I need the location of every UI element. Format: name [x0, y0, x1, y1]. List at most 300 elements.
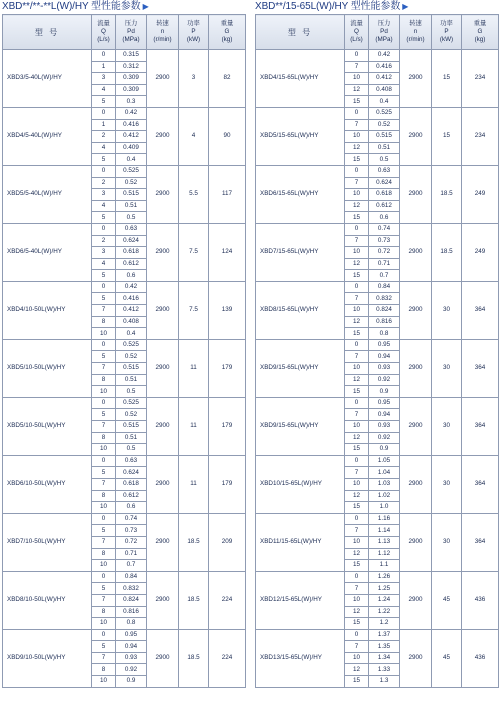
right-title-text: XBD**/15-65L(W)/HY 型性能参数	[255, 1, 401, 12]
table-row	[256, 281, 499, 293]
pressure-cell: 0.416	[116, 119, 147, 131]
flow-cell: 15	[345, 502, 369, 514]
flow-cell: 0	[92, 223, 116, 235]
speed-cell: 2900	[400, 571, 432, 629]
flow-cell: 5	[92, 351, 116, 363]
header-speed: 转速 n (r/min)	[147, 15, 179, 50]
speed-cell: 2900	[147, 50, 179, 108]
flow-cell: 7	[345, 61, 369, 73]
right-panel	[255, 0, 498, 688]
pressure-cell: 0.612	[116, 490, 147, 502]
flow-cell: 15	[345, 154, 369, 166]
pressure-cell: 0.73	[369, 235, 400, 247]
model-cell: XBD5/10-50L(W)/HY	[3, 339, 92, 397]
weight-cell: 234	[462, 107, 499, 165]
flow-cell: 10	[92, 386, 116, 398]
pressure-cell: 0.409	[116, 142, 147, 154]
flow-cell: 3	[92, 189, 116, 201]
pressure-cell: 1.05	[369, 455, 400, 467]
flow-cell: 0	[345, 513, 369, 525]
flow-cell: 7	[345, 409, 369, 421]
flow-cell: 0	[92, 50, 116, 62]
speed-cell: 2900	[400, 513, 432, 571]
flow-cell: 0	[92, 513, 116, 525]
flow-cell: 7	[345, 351, 369, 363]
pressure-cell: 0.93	[116, 652, 147, 664]
pressure-cell: 1.37	[369, 629, 400, 641]
flow-cell: 7	[345, 293, 369, 305]
pressure-cell: 0.73	[116, 525, 147, 537]
model-cell: XBD13/15-65L(W)/HY	[256, 629, 345, 687]
power-cell: 3	[179, 50, 209, 108]
pressure-cell: 0.74	[116, 513, 147, 525]
pressure-cell: 1.26	[369, 571, 400, 583]
pressure-cell: 0.618	[369, 189, 400, 201]
model-cell: XBD12/15-65L(W)/HY	[256, 571, 345, 629]
pressure-cell: 0.8	[369, 328, 400, 340]
flow-cell: 10	[345, 73, 369, 85]
speed-cell: 2900	[147, 281, 179, 339]
flow-cell: 10	[92, 560, 116, 572]
flow-cell: 7	[345, 177, 369, 189]
speed-cell: 2900	[147, 629, 179, 687]
pressure-cell: 0.6	[116, 270, 147, 282]
pressure-cell: 0.72	[116, 536, 147, 548]
pressure-cell: 0.94	[369, 351, 400, 363]
flow-cell: 15	[345, 96, 369, 108]
weight-cell: 364	[462, 513, 499, 571]
flow-cell: 5	[92, 293, 116, 305]
flow-cell: 3	[92, 73, 116, 85]
flow-cell: 12	[345, 316, 369, 328]
model-cell: XBD11/15-65L(W)/HY	[256, 513, 345, 571]
flow-cell: 15	[345, 444, 369, 456]
flow-cell: 12	[345, 258, 369, 270]
flow-cell: 7	[92, 594, 116, 606]
header-flow: 流量 Q (L/s)	[92, 15, 116, 50]
pressure-cell: 0.525	[369, 107, 400, 119]
power-cell: 15	[432, 107, 462, 165]
pressure-cell: 0.525	[116, 339, 147, 351]
flow-cell: 10	[345, 536, 369, 548]
pressure-cell: 0.84	[369, 281, 400, 293]
table-row	[256, 571, 499, 583]
power-cell: 7.5	[179, 223, 209, 281]
pressure-cell: 0.824	[116, 594, 147, 606]
power-cell: 11	[179, 397, 209, 455]
model-cell: XBD7/10-50L(W)/HY	[3, 513, 92, 571]
flow-cell: 7	[92, 305, 116, 317]
table-row	[3, 281, 246, 293]
flow-cell: 10	[92, 618, 116, 630]
pressure-cell: 0.74	[369, 223, 400, 235]
flow-cell: 7	[92, 421, 116, 433]
pressure-cell: 1.33	[369, 664, 400, 676]
power-cell: 4	[179, 107, 209, 165]
pressure-cell: 0.95	[369, 339, 400, 351]
table-row	[3, 165, 246, 177]
pressure-cell: 0.315	[116, 50, 147, 62]
pressure-cell: 0.309	[116, 73, 147, 85]
table-row	[256, 223, 499, 235]
model-cell: XBD5/15-65L(W)/HY	[256, 107, 345, 165]
flow-cell: 5	[92, 467, 116, 479]
model-cell: XBD9/15-65L(W)/HY	[256, 339, 345, 397]
flow-cell: 0	[345, 571, 369, 583]
power-cell: 18.5	[179, 571, 209, 629]
flow-cell: 0	[92, 629, 116, 641]
right-table-body	[256, 50, 499, 688]
power-cell: 45	[432, 629, 462, 687]
weight-cell: 249	[462, 165, 499, 223]
flow-cell: 10	[345, 189, 369, 201]
flow-cell: 15	[345, 212, 369, 224]
pressure-cell: 0.52	[116, 177, 147, 189]
speed-cell: 2900	[147, 339, 179, 397]
flow-cell: 12	[345, 374, 369, 386]
flow-cell: 12	[345, 142, 369, 154]
speed-cell: 2900	[400, 629, 432, 687]
pressure-cell: 0.51	[116, 200, 147, 212]
flow-cell: 10	[92, 676, 116, 688]
table-row	[3, 339, 246, 351]
pressure-cell: 0.4	[116, 328, 147, 340]
model-cell: XBD4/5-40L(W)/HY	[3, 107, 92, 165]
flow-cell: 5	[92, 154, 116, 166]
pressure-cell: 1.02	[369, 490, 400, 502]
flow-cell: 0	[345, 223, 369, 235]
pressure-cell: 0.624	[116, 235, 147, 247]
flow-cell: 12	[345, 200, 369, 212]
weight-cell: 249	[462, 223, 499, 281]
pressure-cell: 0.5	[369, 154, 400, 166]
model-cell: XBD5/10-50L(W)/HY	[3, 397, 92, 455]
left-title-text: XBD**/**-**L(W)/HY 型性能参数	[2, 1, 141, 12]
flow-cell: 12	[345, 84, 369, 96]
table-row	[3, 455, 246, 467]
pressure-cell: 0.5	[116, 386, 147, 398]
pressure-cell: 0.92	[116, 664, 147, 676]
flow-cell: 0	[92, 397, 116, 409]
flow-cell: 15	[345, 618, 369, 630]
pressure-cell: 0.309	[116, 84, 147, 96]
flow-cell: 12	[345, 548, 369, 560]
weight-cell: 234	[462, 50, 499, 108]
flow-cell: 5	[92, 583, 116, 595]
pressure-cell: 1.16	[369, 513, 400, 525]
pressure-cell: 0.42	[116, 281, 147, 293]
flow-cell: 10	[345, 594, 369, 606]
flow-cell: 0	[92, 281, 116, 293]
pressure-cell: 0.92	[369, 374, 400, 386]
flow-cell: 7	[345, 525, 369, 537]
chevron-right-icon: ▶	[402, 2, 409, 11]
flow-cell: 4	[92, 200, 116, 212]
flow-cell: 7	[92, 478, 116, 490]
speed-cell: 2900	[400, 455, 432, 513]
pressure-cell: 0.618	[116, 478, 147, 490]
flow-cell: 15	[345, 560, 369, 572]
flow-cell: 4	[92, 258, 116, 270]
pressure-cell: 0.312	[116, 61, 147, 73]
pressure-cell: 0.525	[116, 165, 147, 177]
power-cell: 30	[432, 455, 462, 513]
pressure-cell: 0.5	[116, 212, 147, 224]
flow-cell: 0	[92, 339, 116, 351]
table-row	[3, 223, 246, 235]
pressure-cell: 0.618	[116, 247, 147, 259]
pressure-cell: 0.63	[116, 455, 147, 467]
flow-cell: 10	[345, 131, 369, 143]
flow-cell: 10	[345, 478, 369, 490]
pressure-cell: 0.624	[116, 467, 147, 479]
pressure-cell: 0.63	[116, 223, 147, 235]
pressure-cell: 0.71	[116, 548, 147, 560]
pressure-cell: 0.51	[116, 374, 147, 386]
pressure-cell: 0.95	[369, 397, 400, 409]
power-cell: 18.5	[432, 223, 462, 281]
pressure-cell: 1.22	[369, 606, 400, 618]
header-speed: 转速 n (r/min)	[400, 15, 432, 50]
model-cell: XBD6/15-65L(W)/HY	[256, 165, 345, 223]
flow-cell: 7	[345, 641, 369, 653]
power-cell: 45	[432, 571, 462, 629]
pressure-cell: 0.94	[116, 641, 147, 653]
flow-cell: 0	[345, 397, 369, 409]
weight-cell: 364	[462, 397, 499, 455]
flow-cell: 1	[92, 61, 116, 73]
table-row	[256, 50, 499, 62]
header-weight: 重量 G (kg)	[209, 15, 246, 50]
model-cell: XBD9/15-65L(W)/HY	[256, 397, 345, 455]
pressure-cell: 0.515	[116, 421, 147, 433]
pressure-cell: 0.52	[116, 409, 147, 421]
pressure-cell: 1.12	[369, 548, 400, 560]
pressure-cell: 0.408	[369, 84, 400, 96]
flow-cell: 5	[92, 641, 116, 653]
flow-cell: 5	[92, 96, 116, 108]
pressure-cell: 0.93	[369, 363, 400, 375]
pressure-cell: 0.7	[369, 270, 400, 282]
flow-cell: 0	[345, 107, 369, 119]
flow-cell: 15	[345, 676, 369, 688]
pressure-cell: 0.9	[116, 676, 147, 688]
model-cell: XBD7/15-65L(W)/HY	[256, 223, 345, 281]
pressure-cell: 1.13	[369, 536, 400, 548]
pressure-cell: 1.0	[369, 502, 400, 514]
flow-cell: 0	[345, 165, 369, 177]
flow-cell: 10	[345, 363, 369, 375]
flow-cell: 0	[345, 281, 369, 293]
flow-cell: 8	[92, 548, 116, 560]
weight-cell: 436	[462, 571, 499, 629]
weight-cell: 364	[462, 281, 499, 339]
pressure-cell: 0.832	[116, 583, 147, 595]
speed-cell: 2900	[400, 50, 432, 108]
table-row	[256, 629, 499, 641]
pressure-cell: 1.04	[369, 467, 400, 479]
pressure-cell: 0.95	[116, 629, 147, 641]
speed-cell: 2900	[147, 223, 179, 281]
flow-cell: 2	[92, 131, 116, 143]
flow-cell: 0	[92, 165, 116, 177]
speed-cell: 2900	[147, 513, 179, 571]
weight-cell: 179	[209, 397, 246, 455]
weight-cell: 90	[209, 107, 246, 165]
table-row	[3, 107, 246, 119]
pressure-cell: 0.816	[116, 606, 147, 618]
flow-cell: 7	[345, 235, 369, 247]
flow-cell: 15	[345, 386, 369, 398]
pressure-cell: 0.515	[116, 363, 147, 375]
model-cell: XBD6/5-40L(W)/HY	[3, 223, 92, 281]
weight-cell: 117	[209, 165, 246, 223]
pressure-cell: 0.51	[369, 142, 400, 154]
pressure-cell: 0.515	[369, 131, 400, 143]
flow-cell: 7	[92, 363, 116, 375]
pressure-cell: 0.8	[116, 618, 147, 630]
chevron-right-icon: ▶	[142, 2, 149, 11]
model-cell: XBD10/15-65L(W)/HY	[256, 455, 345, 513]
header-power: 功率 P (kW)	[179, 15, 209, 50]
right-table-title[interactable]	[255, 0, 498, 14]
pressure-cell: 1.25	[369, 583, 400, 595]
table-row	[256, 107, 499, 119]
header-pressure: 压力 Pd (MPa)	[116, 15, 147, 50]
weight-cell: 124	[209, 223, 246, 281]
pressure-cell: 0.9	[369, 386, 400, 398]
pressure-cell: 0.42	[116, 107, 147, 119]
pressure-cell: 0.416	[369, 61, 400, 73]
table-row	[3, 397, 246, 409]
flow-cell: 15	[345, 328, 369, 340]
pressure-cell: 0.84	[116, 571, 147, 583]
pressure-cell: 0.6	[369, 212, 400, 224]
flow-cell: 12	[345, 432, 369, 444]
pressure-cell: 1.14	[369, 525, 400, 537]
power-cell: 18.5	[179, 513, 209, 571]
speed-cell: 2900	[147, 107, 179, 165]
pressure-cell: 1.03	[369, 478, 400, 490]
pressure-cell: 0.4	[369, 96, 400, 108]
pressure-cell: 0.824	[369, 305, 400, 317]
right-performance-table	[255, 14, 499, 688]
pressure-cell: 0.525	[116, 397, 147, 409]
power-cell: 11	[179, 339, 209, 397]
weight-cell: 179	[209, 339, 246, 397]
speed-cell: 2900	[400, 223, 432, 281]
flow-cell: 1	[92, 119, 116, 131]
speed-cell: 2900	[400, 107, 432, 165]
flow-cell: 5	[92, 525, 116, 537]
pressure-cell: 0.52	[369, 119, 400, 131]
speed-cell: 2900	[147, 397, 179, 455]
pressure-cell: 0.515	[116, 189, 147, 201]
flow-cell: 10	[92, 444, 116, 456]
power-cell: 30	[432, 397, 462, 455]
pressure-cell: 0.94	[369, 409, 400, 421]
header-model: 型 号	[3, 15, 92, 50]
model-cell: XBD6/10-50L(W)/HY	[3, 455, 92, 513]
flow-cell: 7	[345, 119, 369, 131]
power-cell: 18.5	[179, 629, 209, 687]
pressure-cell: 0.412	[116, 131, 147, 143]
pressure-cell: 0.9	[369, 444, 400, 456]
weight-cell: 224	[209, 571, 246, 629]
model-cell: XBD3/5-40L(W)/HY	[3, 50, 92, 108]
left-table-title[interactable]	[2, 0, 245, 14]
flow-cell: 10	[92, 328, 116, 340]
header-flow: 流量 Q (L/s)	[345, 15, 369, 50]
power-cell: 30	[432, 513, 462, 571]
flow-cell: 10	[345, 247, 369, 259]
pressure-cell: 0.612	[369, 200, 400, 212]
flow-cell: 4	[92, 142, 116, 154]
pressure-cell: 0.7	[116, 560, 147, 572]
flow-cell: 0	[345, 50, 369, 62]
pressure-cell: 0.72	[369, 247, 400, 259]
flow-cell: 15	[345, 270, 369, 282]
flow-cell: 2	[92, 177, 116, 189]
pressure-cell: 1.24	[369, 594, 400, 606]
flow-cell: 10	[345, 652, 369, 664]
flow-cell: 8	[92, 490, 116, 502]
left-table-header	[3, 15, 246, 50]
table-row	[3, 513, 246, 525]
model-cell: XBD4/10-50L(W)/HY	[3, 281, 92, 339]
pressure-cell: 1.34	[369, 652, 400, 664]
flow-cell: 0	[345, 455, 369, 467]
power-cell: 30	[432, 339, 462, 397]
flow-cell: 12	[345, 606, 369, 618]
flow-cell: 12	[345, 490, 369, 502]
pressure-cell: 0.412	[116, 305, 147, 317]
pressure-cell: 0.63	[369, 165, 400, 177]
pressure-cell: 1.35	[369, 641, 400, 653]
header-pressure: 压力 Pd (MPa)	[369, 15, 400, 50]
pressure-cell: 0.6	[116, 502, 147, 514]
model-cell: XBD5/5-40L(W)/HY	[3, 165, 92, 223]
speed-cell: 2900	[400, 281, 432, 339]
left-table-body	[3, 50, 246, 688]
table-row	[3, 629, 246, 641]
flow-cell: 8	[92, 432, 116, 444]
right-table-header	[256, 15, 499, 50]
pressure-cell: 0.51	[116, 432, 147, 444]
flow-cell: 8	[92, 664, 116, 676]
pressure-cell: 0.3	[116, 96, 147, 108]
header-weight: 重量 G (kg)	[462, 15, 499, 50]
header-model: 型 号	[256, 15, 345, 50]
pressure-cell: 0.416	[116, 293, 147, 305]
weight-cell: 364	[462, 339, 499, 397]
speed-cell: 2900	[400, 165, 432, 223]
flow-cell: 7	[92, 536, 116, 548]
flow-cell: 0	[92, 571, 116, 583]
left-performance-table	[2, 14, 246, 688]
pressure-cell: 1.1	[369, 560, 400, 572]
pressure-cell: 0.4	[116, 154, 147, 166]
speed-cell: 2900	[400, 339, 432, 397]
flow-cell: 0	[92, 107, 116, 119]
table-row	[256, 339, 499, 351]
power-cell: 18.5	[432, 165, 462, 223]
pressure-cell: 1.3	[369, 676, 400, 688]
pressure-cell: 0.5	[116, 444, 147, 456]
table-row	[3, 571, 246, 583]
speed-cell: 2900	[147, 571, 179, 629]
table-row	[256, 513, 499, 525]
